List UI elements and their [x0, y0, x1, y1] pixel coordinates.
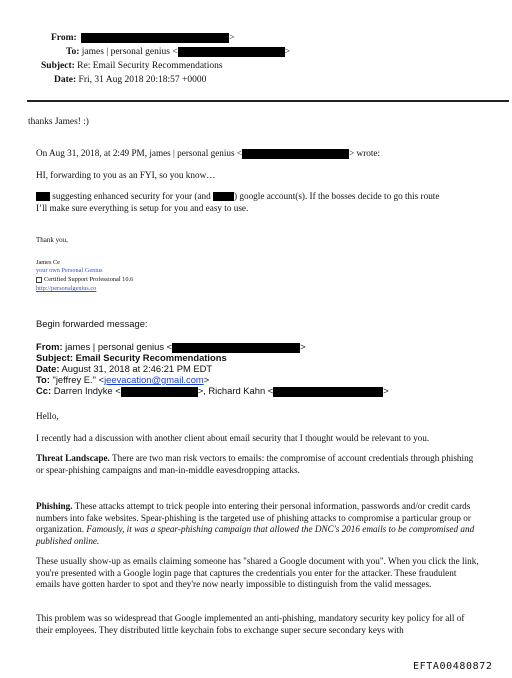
forwarded-begin: Begin forwarded message:	[36, 318, 148, 329]
phishing-title: Phishing.	[36, 501, 73, 511]
forwarded-date-row: Date: August 31, 2018 at 2:46:21 PM EDT	[36, 363, 213, 374]
body-phishing-paragraph: Phishing. These attacks attempt to trick people into entering their personal information, passwords and/or credit cards numbers into fake websites. Spear-phishing is the targeted use of phishing attacks to compromise a particular group or organization. Famously, it was a spear-phishing campaign that allowed the DNC's 2016 emails to be compromised and published online.	[36, 501, 475, 546]
signature-name: James Ce	[36, 259, 60, 266]
outer-subject-label: Subject:	[41, 61, 75, 71]
header-divider	[27, 100, 509, 102]
quoted-line1: HI, forwarding to you as an FYI, so you know…	[36, 170, 216, 180]
outer-date-row	[54, 75, 206, 85]
signature-title: your own Personal Genius	[36, 267, 103, 274]
quoted-line2: suggesting enhanced security for your (and ) google account(s). If the bosses decide to go this route	[36, 191, 439, 201]
outer-subject-value: Re: Email Security Recommendations	[77, 61, 223, 71]
checkbox-icon	[36, 277, 42, 283]
outer-date-value: Fri, 31 Aug 2018 20:18:57 +0000	[78, 75, 207, 85]
forwarded-subject-row: Subject: Email Security Recommendations	[36, 352, 227, 363]
outer-subject-row	[41, 61, 223, 71]
forwarded-from-row: From: james | personal genius < >	[36, 341, 306, 352]
outer-date-label: Date:	[54, 75, 77, 85]
body-intro: I recently had a discussion with another client about email security that I thought would be relevant to you.	[36, 433, 430, 443]
body-showup-paragraph: These usually show-up as emails claiming someone has "shared a Google document with you". When you click the link, you're presented with a Google login page that captures the credentials you enter for the attacker. These fraudulent emails have gotten harder to spot and they're now nearly impossible to distinguish from the valid messages.	[36, 556, 479, 590]
outer-from-row: From: >	[51, 33, 235, 44]
redaction-box	[213, 192, 234, 201]
signature-cert: Certified Support Professional 10.6	[36, 276, 133, 285]
signature-url[interactable]: http://personalgenius.co	[36, 285, 97, 292]
redaction-box	[121, 387, 198, 397]
reply-thanks: thanks James! :)	[28, 117, 89, 127]
forwarded-to-row: To: "jeffrey E." <jeevacation@gmail.com>	[36, 374, 210, 385]
body-threat-paragraph: Threat Landscape. There are two man risk vectors to emails: the compromise of account credentials through phishing or spear-phishing campaigns and man-in-middle eavesdropping attacks.	[36, 453, 474, 475]
redaction-box	[36, 192, 50, 201]
body-google-paragraph: This problem was so widespread that Google implemented an anti-phishing, mandatory security key policy for all of their employees. They distributed little keychain fobs to exchange super secure secondary keys with	[36, 613, 465, 635]
threat-title: Threat Landscape.	[36, 453, 110, 463]
signature-thank-you: Thank you,	[36, 236, 68, 244]
body-hello: Hello,	[36, 411, 59, 421]
quoted-line3: I’ll make sure everything is setup for you and easy to use.	[36, 203, 249, 213]
outer-to-value: james | personal genius <	[81, 47, 178, 58]
outer-to-label: To:	[66, 47, 80, 58]
to-email-link[interactable]: jeevacation@gmail.com	[104, 374, 204, 385]
document-id: EFTA00480872	[413, 661, 493, 672]
redaction-box	[178, 47, 285, 57]
quoted-intro: On Aug 31, 2018, at 2:49 PM, james | personal genius < > wrote:	[36, 148, 381, 158]
outer-from-label: From:	[51, 33, 77, 44]
forwarded-cc-row: Cc: Darren Indyke < >, Richard Kahn < >	[36, 385, 389, 396]
redaction-box	[81, 33, 229, 43]
outer-to-row: To: james | personal genius < >	[66, 47, 291, 58]
redaction-box	[242, 149, 349, 159]
redaction-box	[273, 387, 383, 397]
